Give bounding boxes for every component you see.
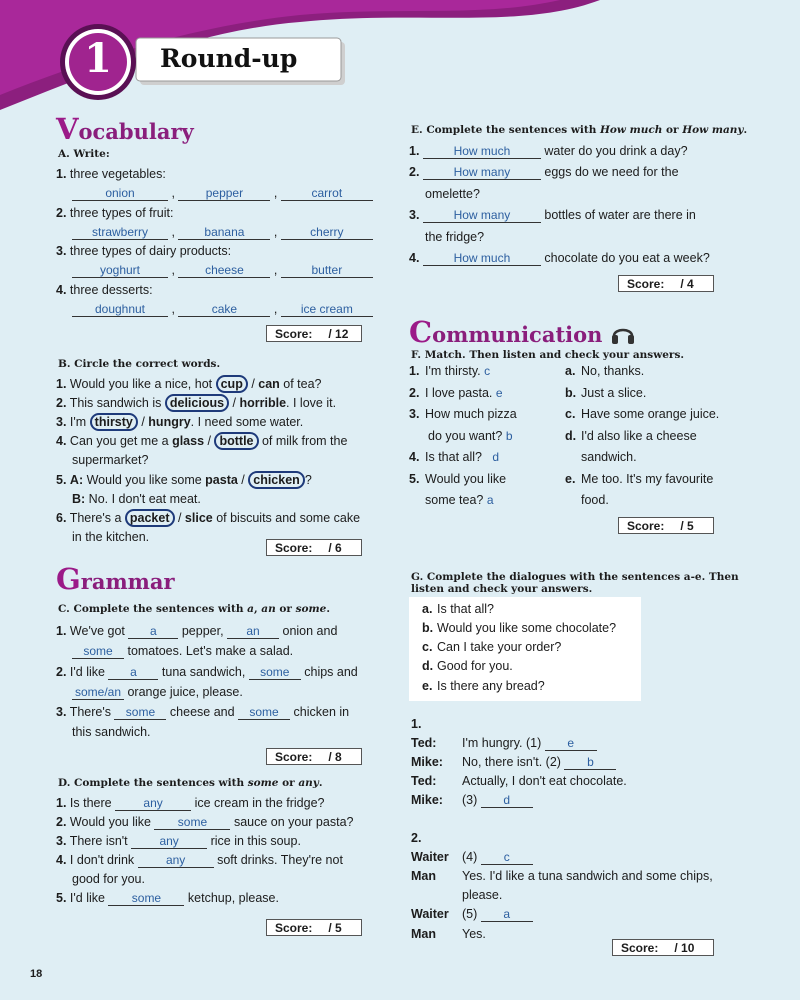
circle-item-3: 3. I'm thirsty / hungry. I need some water.	[56, 415, 304, 429]
e-item-3: 3. How many bottles of water are there in	[409, 208, 696, 222]
answer-blank[interactable]: some	[238, 706, 290, 720]
answer-blank[interactable]: some	[249, 666, 301, 680]
exercise-b-instruction: B. Circle the correct words.	[58, 358, 221, 370]
e-item-1: 1. How much water do you drink a day?	[409, 144, 688, 158]
answer-blank[interactable]: ice cream	[281, 303, 373, 317]
dialogue-1-line-3: Ted: Actually, I don't eat chocolate.	[411, 774, 627, 788]
answer-blank[interactable]: cherry	[281, 226, 373, 240]
score-box-b: Score: / 6	[266, 539, 362, 556]
exercise-g-instruction-2: listen and check your answers.	[411, 583, 593, 595]
vocabulary-heading: Vocabulary	[56, 112, 194, 146]
exercise-a-instruction: A. Write:	[58, 148, 110, 160]
g-option-b: b. Would you like some chocolate?	[422, 621, 617, 635]
score-box-e: Score: / 4	[618, 275, 714, 292]
answer-blank[interactable]: any	[115, 797, 191, 811]
answer-blank[interactable]: banana	[178, 226, 270, 240]
vocab-a-item-3: 3. three types of dairy products:	[56, 244, 232, 258]
dialogue-2-line-3: Waiter (5) a	[411, 907, 533, 922]
answer-blank[interactable]: pepper	[178, 187, 270, 201]
score-box-f: Score: / 5	[618, 517, 714, 534]
answer-blank[interactable]: some/an	[72, 686, 124, 700]
f-left-3-cont: do you want? b	[428, 429, 513, 443]
answer-blank[interactable]: yoghurt	[72, 264, 168, 278]
f-right-e: e. Me too. It's my favourite	[565, 472, 714, 486]
answer-blank[interactable]: a	[108, 666, 158, 680]
option[interactable]: slice	[184, 511, 213, 525]
answer-blank[interactable]: How much	[423, 145, 541, 159]
answer-blank[interactable]: some	[114, 706, 166, 720]
circle-item-6-cont: in the kitchen.	[72, 530, 150, 544]
answer-blank[interactable]: some	[72, 645, 124, 659]
answer-blank[interactable]: How many	[423, 209, 541, 223]
vocab-a-answers-3: yoghurt , cheese , butter	[72, 263, 373, 278]
grammar-c-item-3-cont: this sandwich.	[72, 725, 151, 739]
answer-blank[interactable]: cheese	[178, 264, 270, 278]
f-left-5: 5. Would you like	[409, 472, 507, 486]
answer-blank[interactable]: b	[564, 756, 616, 770]
circled-option[interactable]: packet	[125, 509, 175, 527]
answer-blank[interactable]: an	[227, 625, 279, 639]
grammar-heading: Grammar	[56, 562, 175, 596]
vocab-a-answers-1: onion , pepper , carrot	[72, 186, 373, 201]
e-item-3-cont: the fridge?	[425, 230, 485, 244]
e-item-4: 4. How much chocolate do you eat a week?	[409, 251, 710, 265]
f-left-4: 4. Is that all? d	[409, 450, 500, 464]
grammar-c-item-1-cont: some tomatoes. Let's make a salad.	[72, 644, 293, 659]
grammar-c-item-1: 1. We've got a pepper, an onion and	[56, 624, 338, 638]
vocab-a-answers-2: strawberry , banana , cherry	[72, 225, 373, 240]
dialogue-1-label: 1.	[411, 717, 422, 731]
dialogue-1-line-2: Mike: No, there isn't. (2) b	[411, 755, 616, 770]
dialogue-1-line-1: Ted: I'm hungry. (1) e	[411, 736, 597, 751]
answer-blank[interactable]: any	[138, 854, 214, 868]
unit-number: 1	[84, 35, 112, 82]
dialogue-2-line-4: Man Yes.	[411, 927, 486, 941]
e-item-2: 2. How many eggs do we need for the	[409, 165, 679, 179]
answer-blank[interactable]: a	[128, 625, 178, 639]
circled-option[interactable]: chicken	[248, 471, 305, 489]
exercise-d-instruction: D. Complete the sentences with some or any.	[58, 777, 323, 789]
answer-blank[interactable]: c	[481, 851, 533, 865]
f-right-d-cont: sandwich.	[581, 450, 637, 464]
grammar-c-item-2-cont: some/an orange juice, please.	[72, 685, 243, 700]
match-answer[interactable]: d	[492, 450, 500, 464]
f-right-c: c. Have some orange juice.	[565, 407, 720, 421]
dialogue-2-line-2: Man Yes. I'd like a tuna sandwich and some chips,	[411, 869, 713, 883]
answer-blank[interactable]: any	[131, 835, 207, 849]
circle-item-5: 5. A: Would you like some pasta / chicken ?	[56, 473, 312, 487]
dialogue-1-line-4: Mike: (3) d	[411, 793, 533, 808]
circled-option[interactable]: bottle	[214, 432, 258, 450]
dialogue-2-line-1: Waiter (4) c	[411, 850, 533, 865]
score-box-c: Score: / 8	[266, 748, 362, 765]
option[interactable]: hungry	[148, 415, 191, 429]
option[interactable]: can	[258, 377, 280, 391]
answer-blank[interactable]: onion	[72, 187, 168, 201]
f-right-d: d. I'd also like a cheese	[565, 429, 697, 443]
option[interactable]: pasta	[205, 473, 238, 487]
communication-heading: Communication	[409, 315, 603, 349]
answer-blank[interactable]: e	[545, 737, 597, 751]
grammar-d-item-3: 3. There isn't any rice in this soup.	[56, 834, 301, 848]
circled-option[interactable]: thirsty	[90, 413, 138, 431]
answer-blank[interactable]: butter	[281, 264, 373, 278]
header-banner	[0, 0, 800, 115]
score-box-d: Score: / 5	[266, 919, 362, 936]
f-right-e-cont: food.	[581, 493, 609, 507]
circle-item-4: 4. Can you get me a glass / bottle of milk from the	[56, 434, 348, 448]
score-box-g: Score: / 10	[612, 939, 714, 956]
match-answer[interactable]: a	[486, 493, 494, 507]
vocab-a-answers-4: doughnut , cake , ice cream	[72, 302, 373, 317]
vocab-a-item-2: 2. three types of fruit:	[56, 206, 174, 220]
f-right-a: a. No, thanks.	[565, 364, 645, 378]
score-box-a: Score: / 12	[266, 325, 362, 342]
grammar-d-item-4-cont: good for you.	[72, 872, 145, 886]
answer-blank[interactable]: some	[154, 816, 230, 830]
option[interactable]: glass	[172, 434, 205, 448]
vocab-a-item-1: 1. three vegetables:	[56, 167, 166, 181]
dialogue-2-line-2-cont: please.	[462, 888, 503, 902]
page-title: Round-up	[160, 44, 298, 73]
answer-blank[interactable]: carrot	[281, 187, 373, 201]
answer-blank[interactable]: cake	[178, 303, 270, 317]
circle-item-5-reply: B: No. I don't eat meat.	[72, 492, 201, 506]
exercise-f-instruction: F. Match. Then listen and check your answers.	[411, 349, 685, 361]
answer-blank[interactable]: strawberry	[72, 226, 168, 240]
circled-option[interactable]: delicious	[165, 394, 229, 412]
grammar-c-item-2: 2. I'd like a tuna sandwich, some chips and	[56, 665, 358, 679]
answer-blank[interactable]: d	[481, 794, 533, 808]
f-right-b: b. Just a slice.	[565, 386, 647, 400]
circle-item-1: 1. Would you like a nice, hot cup / can of tea?	[56, 377, 322, 391]
answer-blank[interactable]: a	[481, 908, 533, 922]
g-option-e: e. Is there any bread?	[422, 679, 545, 693]
answer-blank[interactable]: How many	[423, 166, 541, 180]
circle-item-2: 2. This sandwich is delicious / horrible. I love it.	[56, 396, 337, 410]
answer-blank[interactable]: some	[108, 892, 184, 906]
dialogue-2-label: 2.	[411, 831, 422, 845]
answer-blank[interactable]: doughnut	[72, 303, 168, 317]
f-left-3: 3. How much pizza	[409, 407, 517, 421]
match-answer[interactable]: e	[495, 386, 503, 400]
f-left-5-cont: some tea? a	[425, 493, 494, 507]
circle-item-4-cont: supermarket?	[72, 453, 149, 467]
match-answer[interactable]: b	[505, 429, 513, 443]
grammar-d-item-5: 5. I'd like some ketchup, please.	[56, 891, 279, 905]
circled-option[interactable]: cup	[216, 375, 248, 393]
match-answer[interactable]: c	[484, 364, 491, 378]
headphones-icon	[610, 322, 636, 346]
grammar-d-item-1: 1. Is there any ice cream in the fridge?	[56, 796, 325, 810]
exercise-c-instruction: C. Complete the sentences with a, an or some.	[58, 603, 330, 615]
page-number: 18	[30, 968, 43, 980]
f-left-2: 2. I love pasta. e	[409, 386, 503, 400]
answer-blank[interactable]: How much	[423, 252, 541, 266]
exercise-g-instruction-1: G. Complete the dialogues with the sentences a-e. Then	[411, 571, 739, 583]
vocab-a-item-4: 4. three desserts:	[56, 283, 153, 297]
g-option-c: c. Can I take your order?	[422, 640, 562, 654]
grammar-d-item-4: 4. I don't drink any soft drinks. They're not	[56, 853, 343, 867]
grammar-c-item-3: 3. There's some cheese and some chicken in	[56, 705, 350, 719]
g-option-a: a. Is that all?	[422, 602, 494, 616]
circle-item-6: 6. There's a packet / slice of biscuits and some cake	[56, 511, 361, 525]
e-item-2-cont: omelette?	[425, 187, 480, 201]
f-left-1: 1. I'm thirsty. c	[409, 364, 491, 378]
option[interactable]: horrible	[239, 396, 287, 410]
exercise-e-instruction: E. Complete the sentences with How much or How many.	[411, 124, 748, 136]
g-option-d: d. Good for you.	[422, 659, 513, 673]
grammar-d-item-2: 2. Would you like some sauce on your pasta?	[56, 815, 354, 829]
